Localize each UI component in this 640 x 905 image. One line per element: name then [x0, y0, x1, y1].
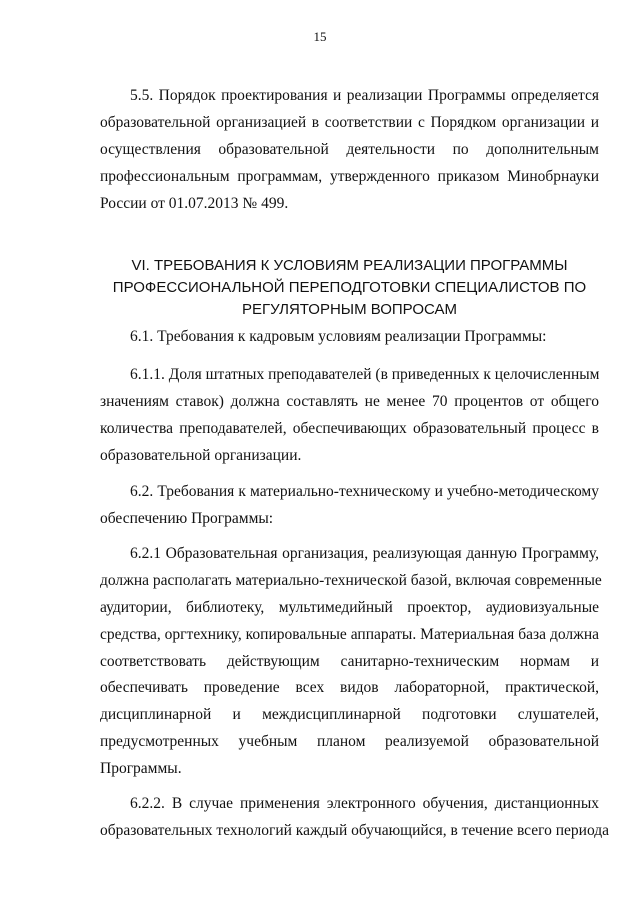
paragraph-6-2: [100, 479, 599, 533]
paragraph-line: 6.1.1. Доля штатных преподавателей (в приведенных к целочисленным: [130, 366, 600, 383]
paragraph-line: дисциплинарной и междисциплинарной подготовки слушателей,: [100, 706, 599, 724]
paragraph-line: обеспечивать проведение всех видов лабораторной, практической,: [100, 679, 599, 697]
section-heading-line: VI. ТРЕБОВАНИЯ К УСЛОВИЯМ РЕАЛИЗАЦИИ ПРОГРАММЫ: [131, 257, 568, 274]
paragraph-line: осуществления образовательной деятельности по дополнительным: [100, 140, 599, 158]
paragraph-line: профессиональным программам, утвержденного приказом Минобрнауки: [100, 167, 599, 185]
paragraph-6-2-1: [100, 541, 602, 783]
section-heading-line: ПРОФЕССИОНАЛЬНОЙ ПЕРЕПОДГОТОВКИ СПЕЦИАЛИСТОВ ПО: [112, 279, 587, 296]
paragraph-line: 6.1. Требования к кадровым условиям реализации Программы:: [130, 328, 547, 345]
paragraph-line: обеспечению Программы:: [100, 509, 274, 527]
paragraph-line: 6.2.2. В случае применения электронного обучения, дистанционных: [130, 795, 599, 812]
paragraph-line: образовательной организацией в соответствии с Порядком организации и: [100, 113, 599, 131]
paragraph-line: России от 01.07.2013 № 499.: [100, 194, 289, 212]
page-number: 15: [313, 29, 327, 44]
paragraph-line: предусмотренных учебным планом реализуемой образовательной: [100, 733, 599, 751]
paragraph-6-1-1: [100, 362, 599, 470]
section-heading-line: РЕГУЛЯТОРНЫМ ВОПРОСАМ: [241, 301, 458, 318]
paragraph-line: должна располагать материально-технической базой, включая современные: [100, 571, 602, 589]
paragraph-line: соответствовать действующим санитарно-техническим нормам и: [100, 652, 599, 670]
paragraph-line: средства, оргтехнику, копировальные аппараты. Материальная база должна: [100, 625, 599, 643]
paragraph-line: 5.5. Порядок проектирования и реализации Программы определяется: [130, 87, 599, 104]
section-heading: [100, 255, 599, 321]
paragraph-line: Программы.: [100, 760, 182, 778]
paragraph-line: аудитории, библиотеку, мультимедийный проектор, аудиовизуальные: [100, 598, 599, 616]
paragraph-line: образовательной организации.: [100, 446, 302, 464]
paragraph-line: 6.2.1 Образовательная организация, реализующая данную Программу,: [130, 545, 599, 562]
paragraph-5-5: [100, 83, 599, 217]
paragraph-line: 6.2. Требования к материально-техническому и учебно-методическому: [130, 483, 599, 500]
paragraph-6-2-2: [100, 791, 610, 845]
paragraph-line: образовательных технологий каждый обучающийся, в течение всего периода: [100, 821, 610, 839]
paragraph-6-1: [100, 324, 599, 351]
paragraph-line: значениям ставок) должна составлять не менее 70 процентов от общего: [100, 392, 599, 410]
paragraph-line: количества преподавателей, обеспечивающих образовательный процесс в: [100, 419, 599, 437]
